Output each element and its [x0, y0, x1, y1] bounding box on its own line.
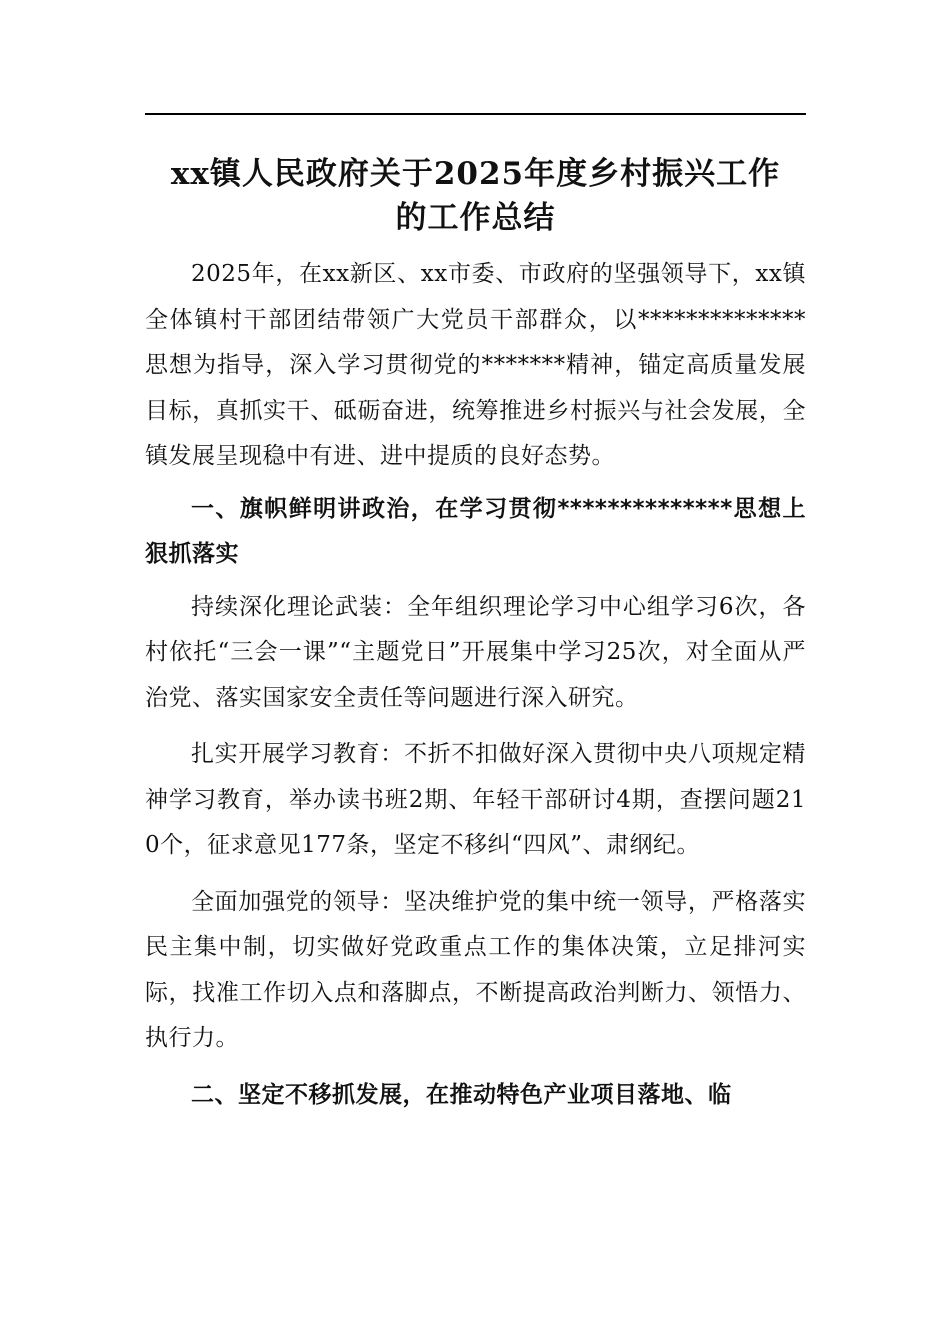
- section-heading-1: 一、旗帜鲜明讲政治，在学习贯彻**************思想上狠抓落实: [145, 495, 806, 567]
- title-line-2: 的工作总结: [395, 200, 556, 236]
- section-heading-2: 二、坚定不移抓发展，在推动特色产业项目落地、临: [191, 1081, 732, 1108]
- document-title: [145, 152, 806, 240]
- section1-paragraph-2: 扎实开展学习教育：不折不扣做好深入贯彻中央八项规定精神学习教育，举办读书班2期、年轻干部研讨4期，查摆问题210个，征求意见177条，坚定不移纠“四风”、肃纲纪。: [145, 741, 806, 858]
- section1-paragraph-1: 持续深化理论武装：全年组织理论学习中心组学习6次，各村依托“三会一课”“主题党日”开展集中学习25次，对全面从严治党、落实国家安全责任等问题进行深入研究。: [145, 593, 806, 711]
- header-rule: [145, 113, 806, 115]
- section1-paragraph-3: 全面加强党的领导：坚决维护党的集中统一领导，严格落实民主集中制，切实做好党政重点工作的集体决策，立足排河实际，找准工作切入点和落脚点，不断提高政治判断力、领悟力、执行力。: [145, 888, 806, 1051]
- title-line-1: xx镇人民政府关于2025年度乡村振兴工作: [170, 156, 781, 192]
- intro-paragraph: 2025年，在xx新区、xx市委、市政府的坚强领导下，xx镇全体镇村干部团结带领广大党员干部群众，以**************思想为指导，深入学习贯彻党的*******精神，锚定高质量发展目标，真抓实干、砥砺奋进，统筹推进乡村振兴与社会发展，全镇发展呈现稳中有进、进中提质的良好态势。: [145, 261, 806, 469]
- document-body: [145, 252, 806, 1118]
